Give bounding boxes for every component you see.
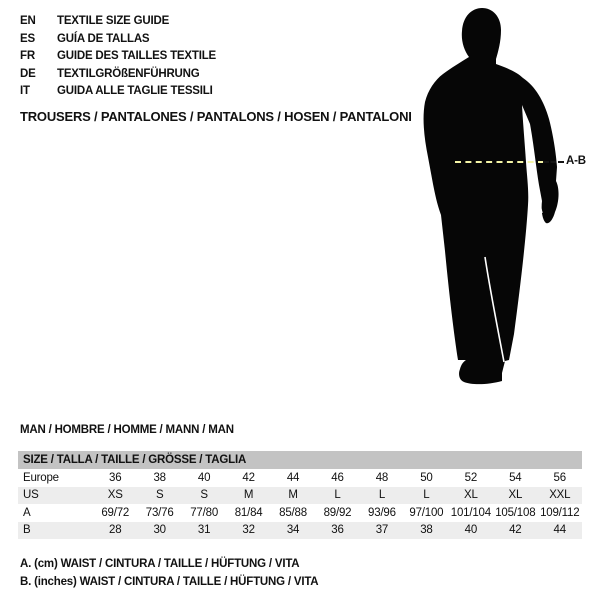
cell: XL: [508, 489, 523, 502]
cell: 42: [242, 471, 255, 484]
gender-title: MAN / HOMBRE / HOMME / MANN / MAN: [20, 424, 234, 436]
cell: 44: [286, 471, 300, 484]
cell: 36: [109, 471, 122, 484]
cell: 30: [153, 524, 166, 537]
cell: M: [243, 489, 254, 502]
cell: 32: [242, 524, 255, 537]
cell: L: [423, 489, 430, 502]
lang-code: EN: [20, 15, 36, 27]
cell: 56: [553, 471, 566, 484]
cell: 46: [331, 471, 344, 484]
cell: 40: [464, 524, 478, 537]
cell: 34: [286, 524, 300, 537]
note-a: A. (cm) WAIST / CINTURA / TAILLE / HÜFTUNG / VITA: [20, 558, 300, 570]
cell: 44: [553, 524, 566, 537]
cell: 36: [331, 524, 344, 537]
cell: 97/100: [409, 506, 444, 519]
category-title: TROUSERS / PANTALONES / PANTALONS / HOSEN / PANTALONI: [20, 109, 412, 124]
row-label: Europe: [23, 471, 59, 484]
table-row-us: [18, 487, 582, 505]
cell: XXL: [549, 489, 571, 502]
cell: 69/72: [101, 506, 130, 519]
language-list: [20, 13, 216, 101]
cell: 52: [464, 471, 478, 484]
cell: 105/108: [495, 506, 536, 519]
cell: L: [378, 489, 386, 502]
cell: 73/76: [145, 506, 174, 519]
size-table-header: SIZE / TALLA / TAILLE / GRÖSSE / TAGLIA: [18, 451, 582, 469]
cell: 54: [509, 471, 522, 484]
waist-measure-line-on-body: [455, 161, 544, 163]
lang-label: TEXTILGRÖßENFÜHRUNG: [57, 67, 200, 80]
cell: 85/88: [279, 506, 307, 519]
lang-code: DE: [20, 67, 36, 80]
lang-label: GUIDE DES TAILLES TEXTILE: [57, 50, 216, 62]
cell: 101/104: [450, 506, 491, 519]
lang-row-en: [20, 13, 216, 31]
lang-row-it: [20, 83, 216, 101]
cell: 81/84: [234, 506, 263, 519]
cell: 40: [197, 471, 211, 484]
lang-code: ES: [20, 32, 35, 45]
size-table: [18, 451, 582, 539]
lang-row-de: [20, 66, 216, 84]
cell: XS: [107, 489, 123, 502]
table-row-europe: [18, 469, 582, 487]
cell: 28: [109, 524, 122, 537]
lang-row-es: [20, 31, 216, 49]
table-row-a-cm: [18, 504, 582, 522]
cell: XL: [464, 489, 478, 502]
cell: S: [155, 489, 164, 502]
cell: 50: [420, 471, 433, 484]
lang-row-fr: [20, 48, 216, 66]
cell: 42: [509, 524, 522, 537]
lang-code: IT: [20, 85, 30, 97]
cell: M: [288, 489, 298, 502]
row-label: B: [23, 524, 31, 537]
cell: 38: [420, 524, 433, 537]
measure-label: A-B: [566, 155, 586, 167]
row-label: US: [23, 489, 39, 502]
man-silhouette: [408, 5, 590, 400]
cell: S: [200, 489, 208, 502]
cell: 89/92: [323, 506, 352, 519]
cell: 77/80: [190, 506, 219, 519]
lang-label: GUÍA DE TALLAS: [57, 32, 150, 45]
note-b: B. (inches) WAIST / CINTURA / TAILLE / HÜFTUNG / VITA: [20, 576, 319, 588]
lang-code: FR: [20, 50, 35, 62]
cell: 38: [153, 471, 166, 484]
row-label: A: [23, 506, 31, 519]
lang-label: TEXTILE SIZE GUIDE: [57, 15, 170, 27]
measurement-notes: [20, 555, 318, 591]
cell: 37: [375, 524, 389, 537]
cell: 93/96: [368, 506, 396, 519]
man-silhouette-icon: [408, 5, 590, 400]
cell: 109/112: [540, 506, 580, 519]
waist-measure-line-off-body: [543, 161, 564, 163]
cell: L: [334, 489, 341, 502]
table-row-b-inches: [18, 522, 582, 540]
cell: 31: [197, 524, 211, 537]
lang-label: GUIDA ALLE TAGLIE TESSILI: [57, 85, 213, 97]
cell: 48: [375, 471, 389, 484]
